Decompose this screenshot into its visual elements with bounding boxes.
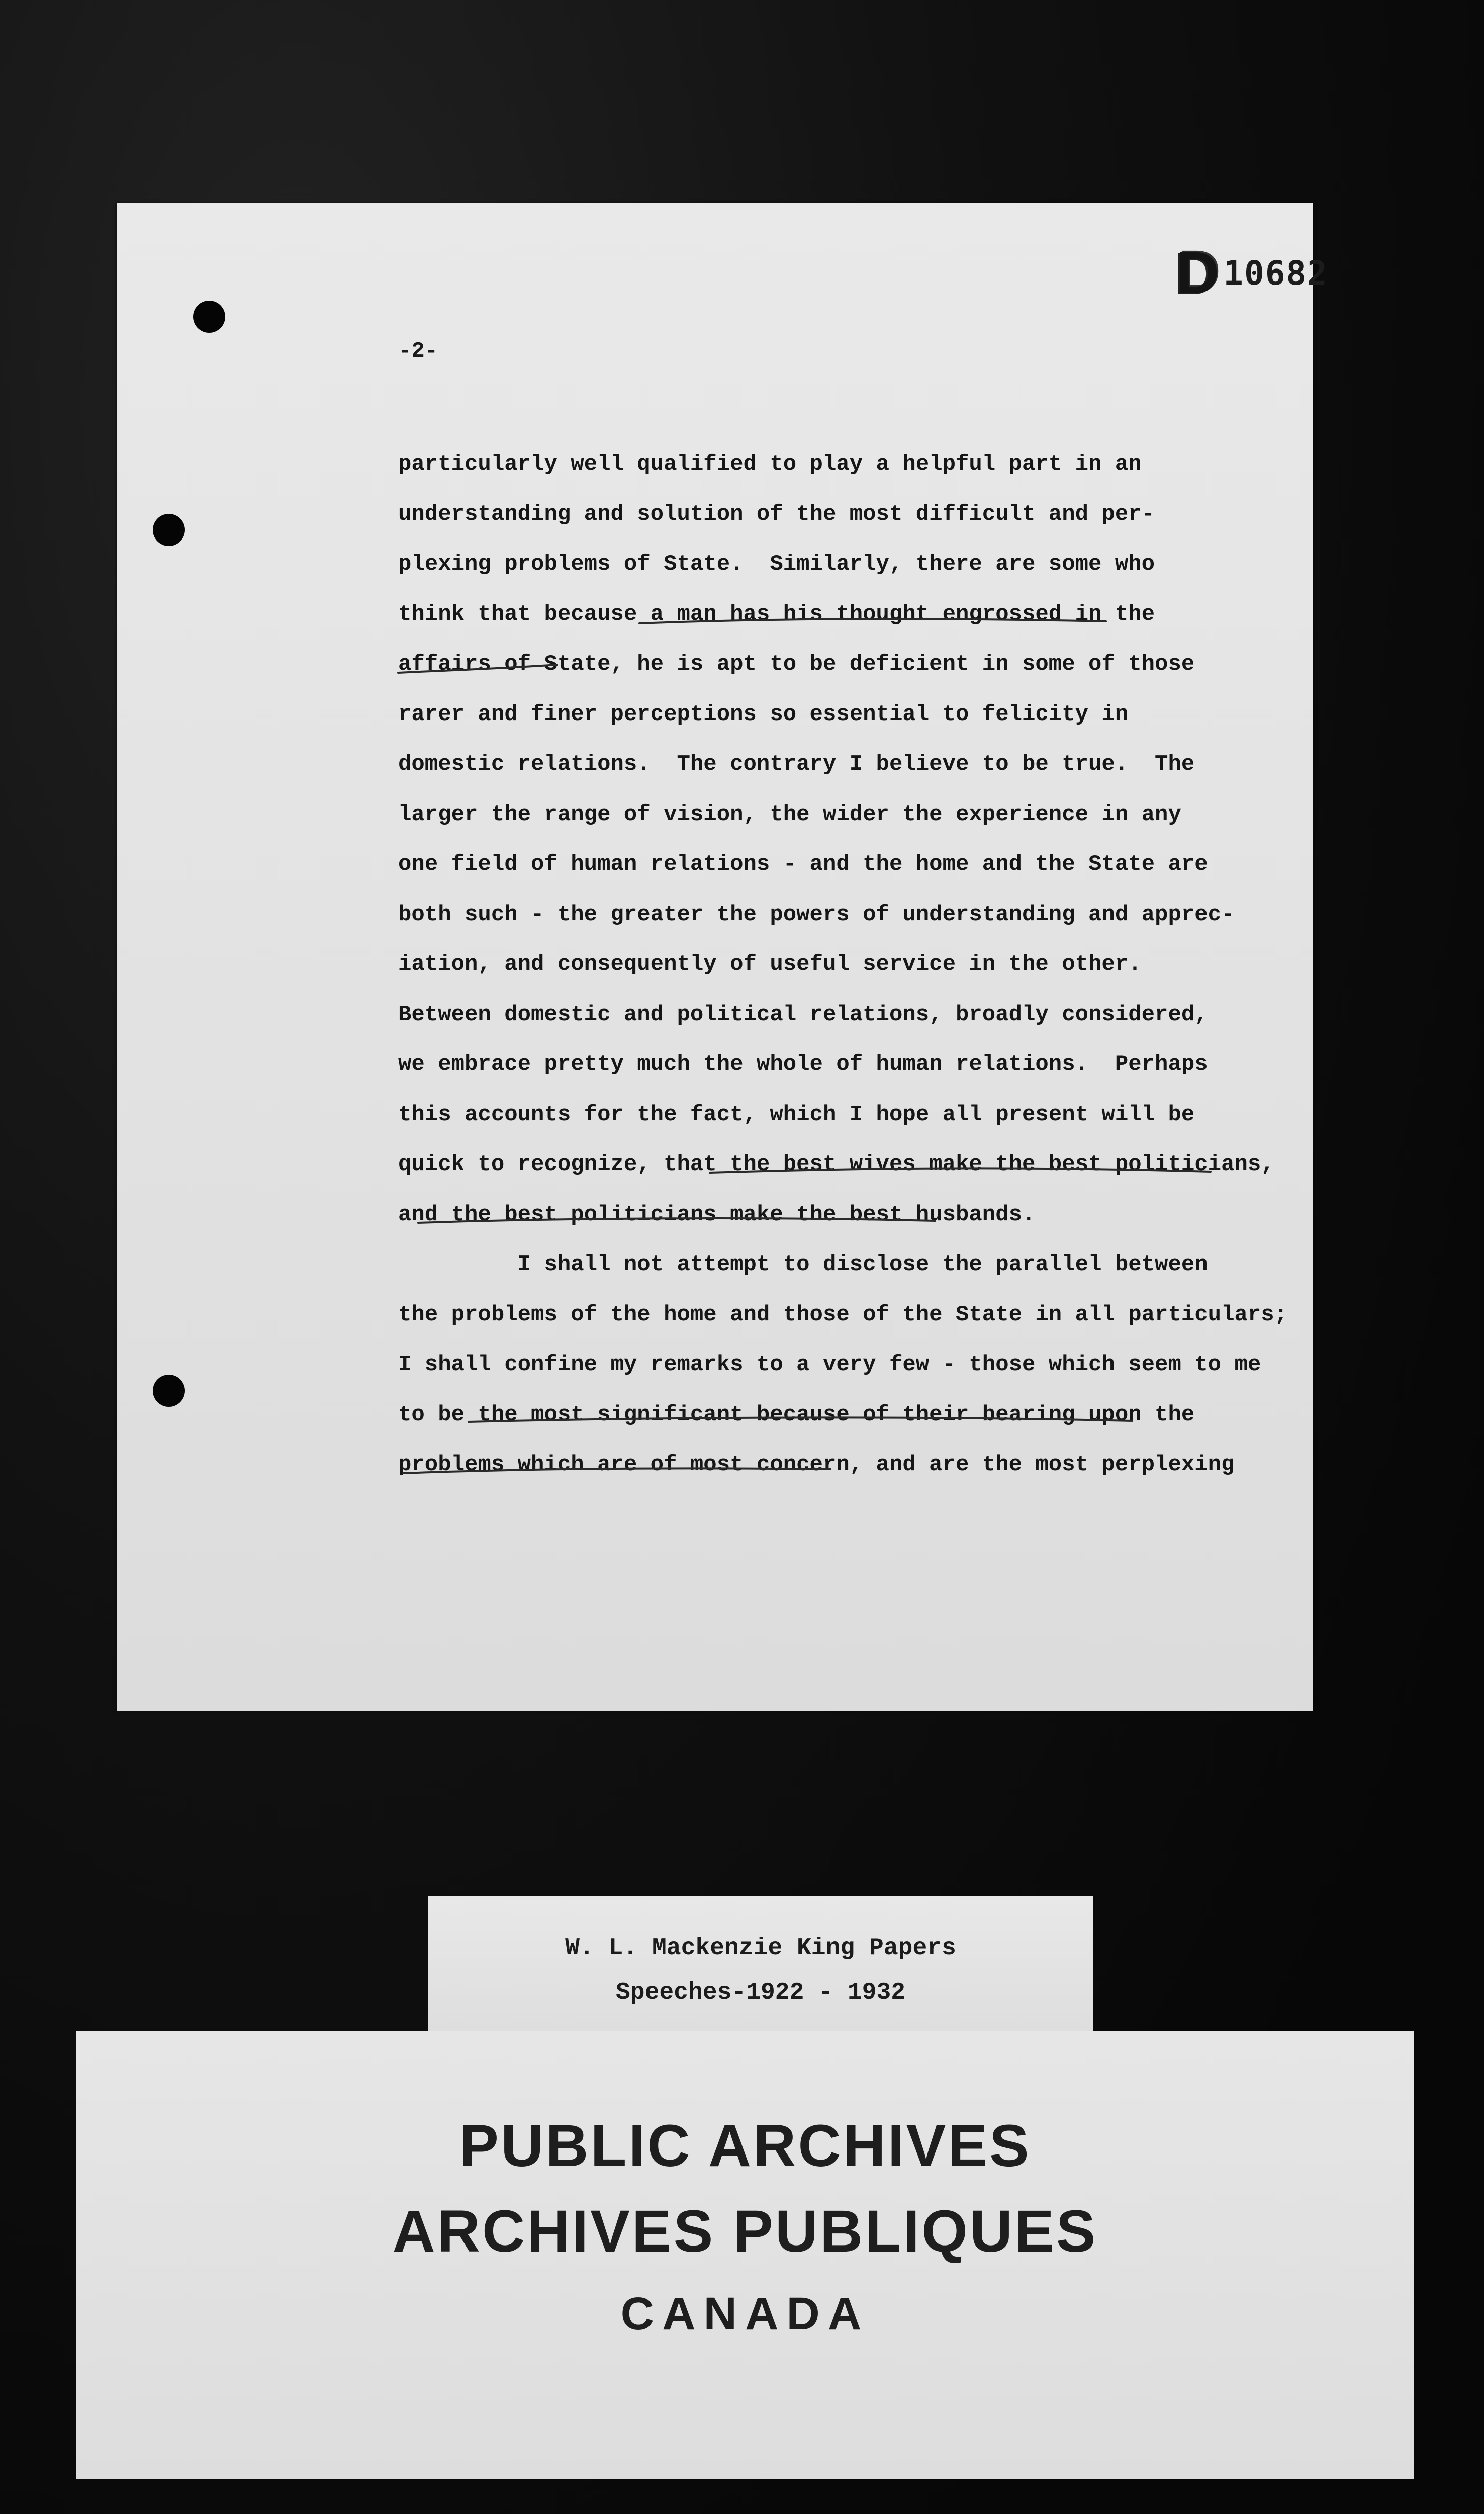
archive-country: CANADA: [620, 2288, 870, 2340]
text-line: both such - the greater the powers of understanding and apprec-: [398, 902, 1235, 927]
punch-hole-top: [193, 301, 225, 333]
text-line: plexing problems of State. Similarly, there are some who: [398, 552, 1155, 577]
punch-hole-bottom: [153, 1375, 185, 1407]
stamp-letter: D: [1176, 240, 1220, 306]
text-line: Between domestic and political relations, broadly considered,: [398, 1002, 1208, 1027]
archive-title-french: ARCHIVES PUBLIQUES: [392, 2198, 1098, 2265]
text-line-underlined: to be the most significant because of their bearing upon the: [398, 1402, 1195, 1427]
stamp-number: 10682: [1223, 253, 1328, 293]
text-line: particularly well qualified to play a helpful part in an: [398, 452, 1142, 477]
text-line: we embrace pretty much the whole of human relations. Perhaps: [398, 1052, 1208, 1077]
collection-name: W. L. Mackenzie King Papers: [565, 1935, 956, 1962]
text-line: I shall not attempt to disclose the parallel between: [398, 1252, 1208, 1277]
punch-hole-middle: [153, 514, 185, 546]
page-number: -2-: [398, 339, 438, 364]
typed-body: [398, 439, 1343, 1490]
text-line: domestic relations. The contrary I believe to be true. The: [398, 752, 1195, 777]
document-stamp: [1176, 240, 1328, 306]
text-line-underlined: and the best politicians make the best husbands.: [398, 1202, 1036, 1227]
text-line-underlined: quick to recognize, that the best wives make the best politicians,: [398, 1152, 1274, 1177]
text-line: one field of human relations - and the home and the State are: [398, 852, 1208, 877]
text-line: larger the range of vision, the wider the experience in any: [398, 801, 1181, 827]
text-line: I shall confine my remarks to a very few - those which seem to me: [398, 1352, 1261, 1377]
archive-title-english: PUBLIC ARCHIVES: [459, 2113, 1031, 2179]
text-line: rarer and finer perceptions so essential to felicity in: [398, 701, 1129, 727]
text-line: iation, and consequently of useful service in the other.: [398, 952, 1142, 977]
text-line-underlined: think that because a man has his thought engrossed in the: [398, 601, 1155, 627]
text-line-underlined: problems which are of most concern, and are the most perplexing: [398, 1452, 1235, 1477]
text-line: this accounts for the fact, which I hope all present will be: [398, 1102, 1195, 1127]
text-line-underlined: affairs of State, he is apt to be deficient in some of those: [398, 652, 1195, 677]
series-name: Speeches-1922 - 1932: [615, 1979, 906, 2006]
typed-page: [117, 203, 1328, 1711]
text-line: understanding and solution of the most difficult and per-: [398, 501, 1155, 527]
archive-plate: [76, 2031, 1414, 2479]
text-line: the problems of the home and those of the State in all particulars;: [398, 1302, 1288, 1327]
collection-label: [428, 1896, 1093, 2031]
